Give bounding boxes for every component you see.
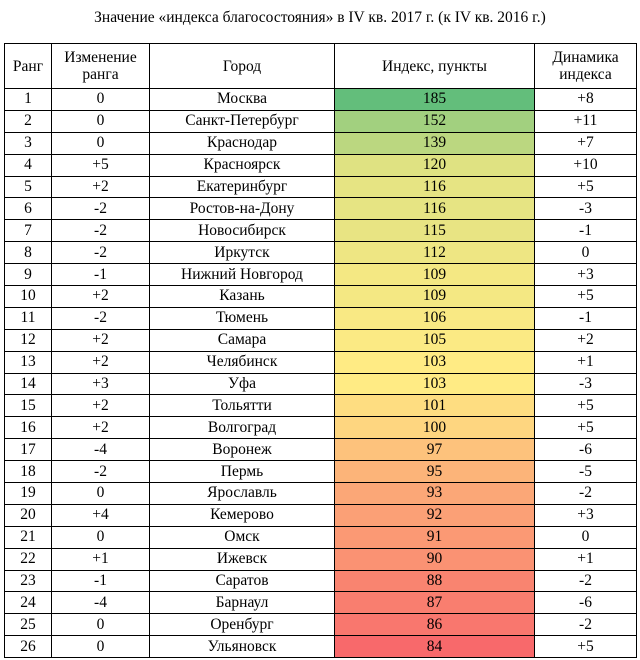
cell-city: Москва (150, 89, 335, 111)
table-row (5, 439, 637, 461)
cell-index: 109 (335, 286, 535, 308)
cell-city: Красноярск (150, 154, 335, 176)
cell-city: Нижний Новгород (150, 264, 335, 286)
cell-rank-change: -1 (52, 570, 150, 592)
cell-city: Ростов-на-Дону (150, 198, 335, 220)
table-row (5, 483, 637, 505)
header-city: Город (150, 44, 335, 89)
cell-rank: 11 (5, 307, 52, 329)
cell-city: Омск (150, 526, 335, 548)
cell-rank-change: +2 (52, 176, 150, 198)
cell-dynamics: -2 (535, 570, 637, 592)
cell-dynamics: +2 (535, 329, 637, 351)
cell-rank: 8 (5, 242, 52, 264)
table-row (5, 198, 637, 220)
cell-rank: 9 (5, 264, 52, 286)
cell-index: 116 (335, 176, 535, 198)
cell-index: 116 (335, 198, 535, 220)
cell-rank: 21 (5, 526, 52, 548)
cell-rank: 6 (5, 198, 52, 220)
cell-rank: 14 (5, 373, 52, 395)
cell-index: 106 (335, 307, 535, 329)
cell-index: 88 (335, 570, 535, 592)
cell-rank: 22 (5, 548, 52, 570)
cell-index: 120 (335, 154, 535, 176)
cell-city: Краснодар (150, 132, 335, 154)
cell-city: Тольятти (150, 395, 335, 417)
table-row (5, 636, 637, 658)
cell-dynamics: +5 (535, 286, 637, 308)
cell-rank-change: -2 (52, 461, 150, 483)
cell-dynamics: +3 (535, 504, 637, 526)
cell-city: Тюмень (150, 307, 335, 329)
table-row (5, 570, 637, 592)
table-row (5, 329, 637, 351)
cell-rank: 16 (5, 417, 52, 439)
header-index: Индекс, пункты (335, 44, 535, 89)
cell-dynamics: -2 (535, 614, 637, 636)
cell-index: 93 (335, 483, 535, 505)
cell-dynamics: +1 (535, 548, 637, 570)
cell-index: 103 (335, 351, 535, 373)
table-row (5, 351, 637, 373)
table-row (5, 286, 637, 308)
cell-rank: 19 (5, 483, 52, 505)
cell-rank-change: -1 (52, 264, 150, 286)
table-row (5, 395, 637, 417)
cell-rank: 24 (5, 592, 52, 614)
cell-index: 97 (335, 439, 535, 461)
cell-rank-change: -2 (52, 198, 150, 220)
cell-rank: 10 (5, 286, 52, 308)
cell-dynamics: +8 (535, 89, 637, 111)
cell-city: Ижевск (150, 548, 335, 570)
cell-rank: 2 (5, 110, 52, 132)
cell-city: Санкт-Петербург (150, 110, 335, 132)
cell-dynamics: -3 (535, 373, 637, 395)
table-row (5, 264, 637, 286)
cell-city: Иркутск (150, 242, 335, 264)
cell-dynamics: +7 (535, 132, 637, 154)
cell-city: Новосибирск (150, 220, 335, 242)
cell-rank-change: -2 (52, 242, 150, 264)
cell-city: Саратов (150, 570, 335, 592)
cell-dynamics: +5 (535, 176, 637, 198)
table-row (5, 307, 637, 329)
table-body (5, 89, 637, 658)
cell-dynamics: +5 (535, 395, 637, 417)
cell-rank-change: -2 (52, 307, 150, 329)
header-rank: Ранг (5, 44, 52, 89)
cell-rank-change: +2 (52, 351, 150, 373)
cell-index: 139 (335, 132, 535, 154)
cell-index: 185 (335, 89, 535, 111)
cell-dynamics: -6 (535, 592, 637, 614)
cell-index: 109 (335, 264, 535, 286)
cell-rank-change: 0 (52, 636, 150, 658)
cell-city: Пермь (150, 461, 335, 483)
header-dynamics: Динамика индекса (535, 44, 637, 89)
cell-rank-change: +4 (52, 504, 150, 526)
table-row (5, 417, 637, 439)
cell-rank: 23 (5, 570, 52, 592)
cell-rank: 15 (5, 395, 52, 417)
table-row (5, 176, 637, 198)
cell-rank: 13 (5, 351, 52, 373)
cell-rank-change: 0 (52, 132, 150, 154)
cell-dynamics: +5 (535, 417, 637, 439)
cell-rank-change: +2 (52, 395, 150, 417)
cell-city: Ульяновск (150, 636, 335, 658)
table-row (5, 132, 637, 154)
table-row (5, 592, 637, 614)
cell-rank: 7 (5, 220, 52, 242)
cell-rank: 26 (5, 636, 52, 658)
cell-index: 95 (335, 461, 535, 483)
cell-city: Уфа (150, 373, 335, 395)
cell-dynamics: +11 (535, 110, 637, 132)
cell-index: 105 (335, 329, 535, 351)
cell-dynamics: 0 (535, 242, 637, 264)
cell-city: Самара (150, 329, 335, 351)
cell-index: 103 (335, 373, 535, 395)
cell-rank-change: 0 (52, 483, 150, 505)
cell-rank-change: 0 (52, 89, 150, 111)
cell-city: Волгоград (150, 417, 335, 439)
table-title: Значение «индекса благосостояния» в IV кв. 2017 г. (к IV кв. 2016 г.) (94, 9, 546, 26)
table-row (5, 526, 637, 548)
cell-dynamics: -1 (535, 220, 637, 242)
table-row (5, 220, 637, 242)
cell-rank: 1 (5, 89, 52, 111)
cell-dynamics: -2 (535, 483, 637, 505)
cell-city: Барнаул (150, 592, 335, 614)
table-row (5, 110, 637, 132)
cell-rank-change: -4 (52, 439, 150, 461)
cell-index: 115 (335, 220, 535, 242)
cell-dynamics: -3 (535, 198, 637, 220)
cell-index: 100 (335, 417, 535, 439)
table-row (5, 154, 637, 176)
cell-rank: 4 (5, 154, 52, 176)
cell-rank: 18 (5, 461, 52, 483)
table-row (5, 504, 637, 526)
table-row (5, 89, 637, 111)
header-rank-change: Изменение ранга (52, 44, 150, 89)
table-row (5, 461, 637, 483)
cell-rank-change: +5 (52, 154, 150, 176)
cell-dynamics: -6 (535, 439, 637, 461)
cell-index: 152 (335, 110, 535, 132)
cell-rank: 5 (5, 176, 52, 198)
cell-index: 101 (335, 395, 535, 417)
cell-dynamics: +1 (535, 351, 637, 373)
cell-rank: 20 (5, 504, 52, 526)
cell-index: 90 (335, 548, 535, 570)
cell-rank-change: +2 (52, 286, 150, 308)
cell-rank-change: 0 (52, 526, 150, 548)
cell-rank-change: 0 (52, 614, 150, 636)
cell-city: Ярославль (150, 483, 335, 505)
cell-index: 86 (335, 614, 535, 636)
cell-rank-change: +2 (52, 329, 150, 351)
cell-city: Казань (150, 286, 335, 308)
cell-rank: 25 (5, 614, 52, 636)
cell-dynamics: 0 (535, 526, 637, 548)
cell-rank: 3 (5, 132, 52, 154)
cell-dynamics: +5 (535, 636, 637, 658)
cell-rank-change: +1 (52, 548, 150, 570)
cell-rank-change: -2 (52, 220, 150, 242)
cell-index: 112 (335, 242, 535, 264)
cell-dynamics: -5 (535, 461, 637, 483)
cell-index: 87 (335, 592, 535, 614)
cell-city: Екатеринбург (150, 176, 335, 198)
table-row (5, 373, 637, 395)
cell-rank-change: 0 (52, 110, 150, 132)
cell-rank-change: +2 (52, 417, 150, 439)
header-row (5, 44, 637, 89)
cell-city: Челябинск (150, 351, 335, 373)
cell-index: 84 (335, 636, 535, 658)
cell-city: Оренбург (150, 614, 335, 636)
welfare-index-table (4, 43, 637, 658)
cell-city: Кемерово (150, 504, 335, 526)
cell-index: 91 (335, 526, 535, 548)
cell-rank-change: +3 (52, 373, 150, 395)
cell-dynamics: +3 (535, 264, 637, 286)
cell-rank: 17 (5, 439, 52, 461)
cell-dynamics: +10 (535, 154, 637, 176)
cell-rank-change: -4 (52, 592, 150, 614)
cell-index: 92 (335, 504, 535, 526)
table-row (5, 242, 637, 264)
table-row (5, 614, 637, 636)
cell-city: Воронеж (150, 439, 335, 461)
cell-rank: 12 (5, 329, 52, 351)
cell-dynamics: -1 (535, 307, 637, 329)
table-row (5, 548, 637, 570)
